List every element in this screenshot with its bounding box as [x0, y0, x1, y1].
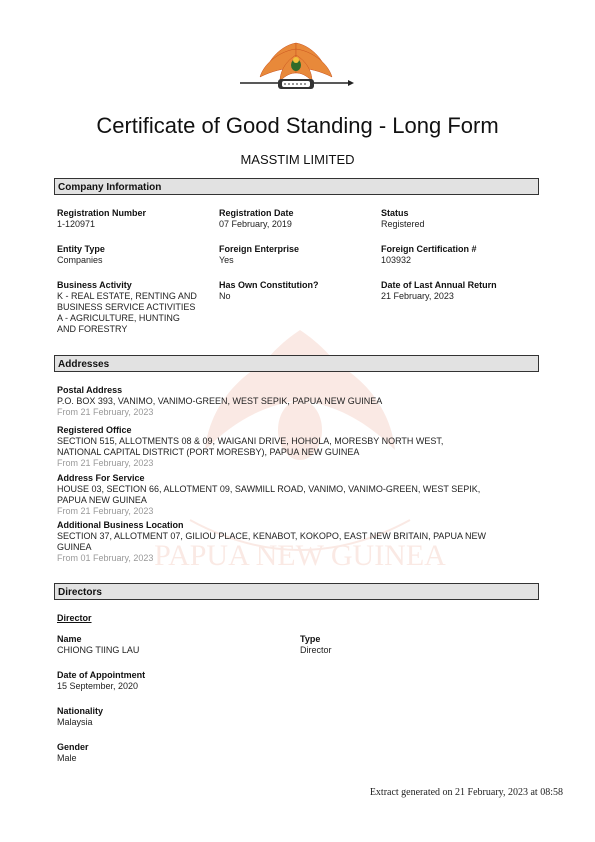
field-registration-date — [219, 208, 379, 230]
field-label: Date of Last Annual Return — [381, 280, 497, 290]
field-label: Entity Type — [57, 244, 105, 254]
field-label: Has Own Constitution? — [219, 280, 319, 290]
field-label: Address For Service — [57, 473, 145, 483]
field-director-type — [300, 634, 540, 656]
field-value: 15 September, 2020 — [57, 681, 139, 691]
field-label: Registered Office — [57, 425, 132, 435]
additional-business-location — [57, 520, 547, 564]
field-value: P.O. BOX 393, VANIMO, VANIMO-GREEN, WEST SEPIK, PAPUA NEW GUINEA — [57, 396, 383, 406]
field-value: SECTION 37, ALLOTMENT 07, GILIOU PLACE, KENABOT, KOKOPO, EAST NEW BRITAIN, PAPUA NEW GUINEA — [57, 531, 486, 552]
field-value: Yes — [219, 255, 234, 265]
field-value: 21 February, 2023 — [381, 291, 454, 301]
field-own-constitution — [219, 280, 379, 302]
field-value: SECTION 515, ALLOTMENTS 08 & 09, WAIGANI DRIVE, HOHOLA, MORESBY NORTH WEST, NATIONAL CAPITAL DISTRICT (PORT MORESBY), PAPUA NEW GUINEA — [57, 436, 444, 457]
field-value: K - REAL ESTATE, RENTING AND BUSINESS SERVICE ACTIVITIES A - AGRICULTURE, HUNTING AND FORESTRY — [57, 291, 197, 334]
field-label: Registration Date — [219, 208, 294, 218]
field-value: No — [219, 291, 231, 301]
field-label: Foreign Certification # — [381, 244, 477, 254]
field-date-of-appointment — [57, 670, 297, 692]
field-label: Postal Address — [57, 385, 123, 395]
section-company-information: Company Information — [54, 178, 539, 195]
field-label: Foreign Enterprise — [219, 244, 300, 254]
field-value: Malaysia — [57, 717, 93, 727]
field-value: 07 February, 2019 — [219, 219, 292, 229]
field-label: Business Activity — [57, 280, 132, 290]
field-label: Name — [57, 634, 82, 644]
field-value: Male — [57, 753, 77, 763]
registered-office — [57, 425, 547, 469]
section-addresses: Addresses — [54, 355, 539, 372]
from-date: From 21 February, 2023 — [57, 506, 154, 516]
field-status — [381, 208, 541, 230]
field-value: HOUSE 03, SECTION 66, ALLOTMENT 09, SAWMILL ROAD, VANIMO, VANIMO-GREEN, WEST SEPIK, PAPUA NEW GUINEA — [57, 484, 481, 505]
field-entity-type — [57, 244, 217, 266]
field-value: Director — [300, 645, 332, 655]
field-value: 1-120971 — [57, 219, 96, 229]
section-directors: Directors — [54, 583, 539, 600]
field-last-annual-return — [381, 280, 541, 302]
field-label: Type — [300, 634, 321, 644]
field-label: Gender — [57, 742, 89, 752]
postal-address — [57, 385, 547, 418]
field-foreign-enterprise — [219, 244, 379, 266]
bird-of-paradise-emblem — [236, 35, 356, 105]
watermark-text: PAPUA NEW GUINEA — [154, 539, 446, 572]
field-nationality — [57, 706, 297, 728]
field-value: 103932 — [381, 255, 412, 265]
extract-generated-footer: Extract generated on 21 February, 2023 at 08:58 — [369, 787, 563, 798]
director-heading: Director — [57, 613, 92, 623]
field-value: CHIONG TIING LAU — [57, 645, 140, 655]
field-label: Status — [381, 208, 409, 218]
field-value: Registered — [381, 219, 425, 229]
from-date: From 21 February, 2023 — [57, 407, 154, 417]
address-for-service — [57, 473, 547, 517]
field-business-activity — [57, 280, 219, 335]
document-title: Certificate of Good Standing - Long Form — [96, 113, 499, 138]
field-label: Date of Appointment — [57, 670, 146, 680]
field-foreign-certification — [381, 244, 541, 266]
field-label: Nationality — [57, 706, 104, 716]
field-registration-number — [57, 208, 217, 230]
field-gender — [57, 742, 297, 764]
from-date: From 21 February, 2023 — [57, 458, 154, 468]
field-label: Additional Business Location — [57, 520, 184, 530]
field-label: Registration Number — [57, 208, 147, 218]
from-date: From 01 February, 2023 — [57, 553, 154, 563]
field-director-name — [57, 634, 297, 656]
field-value: Companies — [57, 255, 103, 265]
company-name: MASSTIM LIMITED — [240, 152, 355, 167]
